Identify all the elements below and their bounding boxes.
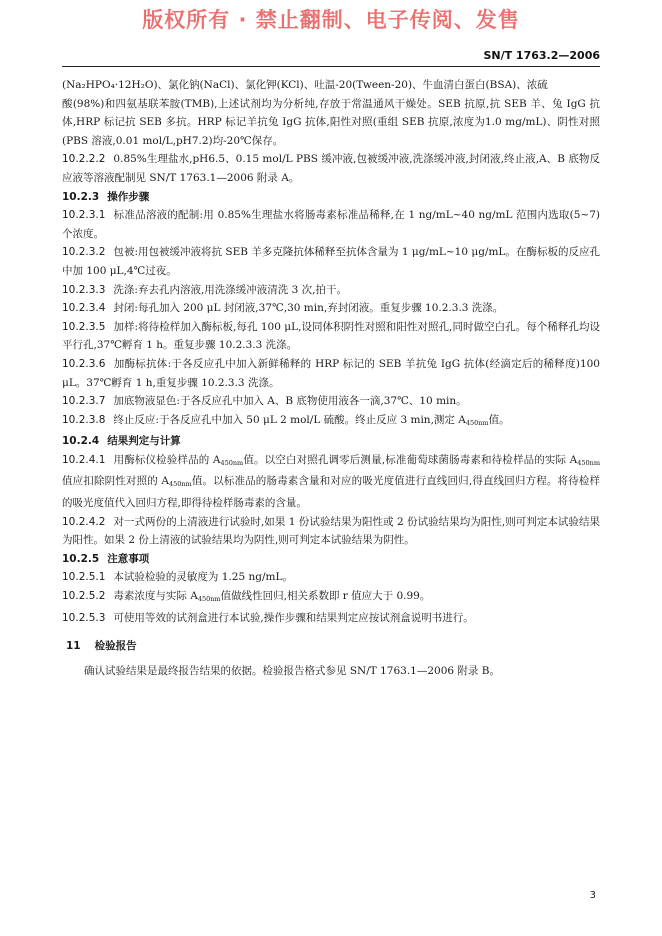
intro-paragraph: 酸(98%)和四氨基联苯胺(TMB),上述试剂均为分析纯,存放于常温通风干燥处。SEB 抗原,抗 SEB 羊、兔 IgG 抗体,HRP 标记抗 SEB 多抗。HRP 标记羊抗兔 IgG 抗体,阳性对照(重组 SEB 抗原,浓度为1.0 mg/mL)、阴性对照(PBS 溶液,0.01 mol/L,pH7.2)均-20℃保存。 xyxy=(62,97,600,147)
clause-10-2-3-3: 10.2.3.3 洗涤:弃去孔内溶液,用洗涤缓冲液清洗 3 次,拍干。 xyxy=(62,283,347,296)
clause-10-2-3-7: 10.2.3.7 加底物液显色:于各反应孔中加入 A、B 底物使用液各一滴,37℃、10 min。 xyxy=(62,395,467,408)
intro-line-1: (Na₂HPO₄·12H₂O)、氯化钠(NaCl)、氯化钾(KCl)、吐温-20(Tween-20)、牛血清白蛋白(BSA)、浓硫 xyxy=(62,79,548,91)
header-divider xyxy=(62,66,600,67)
section-10-2-3: 10.2.3 操作步骤 xyxy=(62,190,150,203)
page-number: 3 xyxy=(589,890,596,901)
clause-10-2-2-2: 10.2.2.2 0.85%生理盐水,pH6.5、0.15 mol/L PBS 缓冲液,包被缓冲液,洗涤缓冲液,封闭液,终止液,A、B 底物反应液等溶液配制见 SN/T 1763.1—2006 附录 A。 xyxy=(62,153,600,184)
clause-10-2-3-6: 10.2.3.6 加酶标抗体:于各反应孔中加入新鲜稀释的 HRP 标记的 SEB 羊抗兔 IgG 抗体(经滴定后的稀释度)100 μL。37℃孵育 1 h,重复步骤 10.2.3.3 洗涤。 xyxy=(62,357,600,389)
document-body xyxy=(62,76,600,680)
copyright-watermark: 版权所有 · 禁止翻制、电子传阅、发售 xyxy=(142,8,520,32)
clause-10-2-3-4: 10.2.3.4 封闭:每孔加入 200 μL 封闭液,37℃,30 min,弃封闭液。重复步骤 10.2.3.3 洗涤。 xyxy=(62,302,504,315)
clause-10-2-5-2: 10.2.5.2 毒素浓度与实际 $A_{450nm}$值做线性回归,相关系数即 r 值应大于 0.99。 xyxy=(62,590,431,604)
clause-10-2-4-2: 10.2.4.2 对一式两份的上清液进行试验时,如果 1 份试验结果为阳性或 2 份试验结果均为阳性,则可判定本试验结果为阳性。如果 2 份上清液的试验结果均为阴性,则可判定本试验结果为阴性。 xyxy=(62,515,600,547)
clause-10-2-3-5: 10.2.3.5 加样:将待检样加入酶标板,每孔 100 μL,设同体积阴性对照和阳性对照孔,同时做空白孔。每个稀释孔均设平行孔,37℃孵育 1 h。重复步骤 10.2.3.3 洗涤。 xyxy=(62,320,600,352)
clause-10-2-3-1: 10.2.3.1 标准品溶液的配制:用 0.85%生理盐水将肠毒素标准品稀释,在 1 ng/mL~40 ng/mL 范围内选取(5~7)个浓度。 xyxy=(62,209,600,240)
section-10-2-4: 10.2.4 结果判定与计算 xyxy=(62,435,181,448)
section-10-2-5: 10.2.5 注意事项 xyxy=(62,552,150,565)
clause-10-2-3-2: 10.2.3.2 包被:用包被缓冲液将抗 SEB 羊多克隆抗体稀释至抗体含量为 1 μg/mL~10 μg/mL。在酶标板的反应孔中加 100 μL,4℃过夜。 xyxy=(62,246,600,277)
section-11-heading: 11 检验报告 xyxy=(66,640,137,653)
clause-10-2-4-1: 10.2.4.1 用酶标仪检验样品的 $A_{450nm}$值。以空白对照孔调零后测量,标准葡萄球菌肠毒素和待检样品的实际 $A_{450nm}$值应扣除阴性对照的 $A_{450nm}$值。以标准品的肠毒素含量和对应的吸光度值进行直线回归,得直线回归方程。将待检样的吸光度值代入回归方程,即得待检样肠毒素的含量。 xyxy=(62,453,600,510)
clause-10-2-5-3: 10.2.5.3 可使用等效的试剂盒进行本试验,操作步骤和结果判定应按试剂盒说明书进行。 xyxy=(62,611,474,624)
clause-10-2-3-8: 10.2.3.8 终止反应:于各反应孔中加入 50 μL 2 mol/L 硫酸。终止反应 3 min,测定 $A_{450nm}$值。 xyxy=(62,413,510,427)
clause-10-2-5-1: 10.2.5.1 本试验检验的灵敏度为 1.25 ng/mL。 xyxy=(62,571,293,584)
section-11-text: 确认试验结果是最终报告结果的依据。检验报告格式参见 SN/T 1763.1—2006 附录 B。 xyxy=(84,664,500,677)
standard-code: SN/T 1763.2—2006 xyxy=(483,49,600,62)
